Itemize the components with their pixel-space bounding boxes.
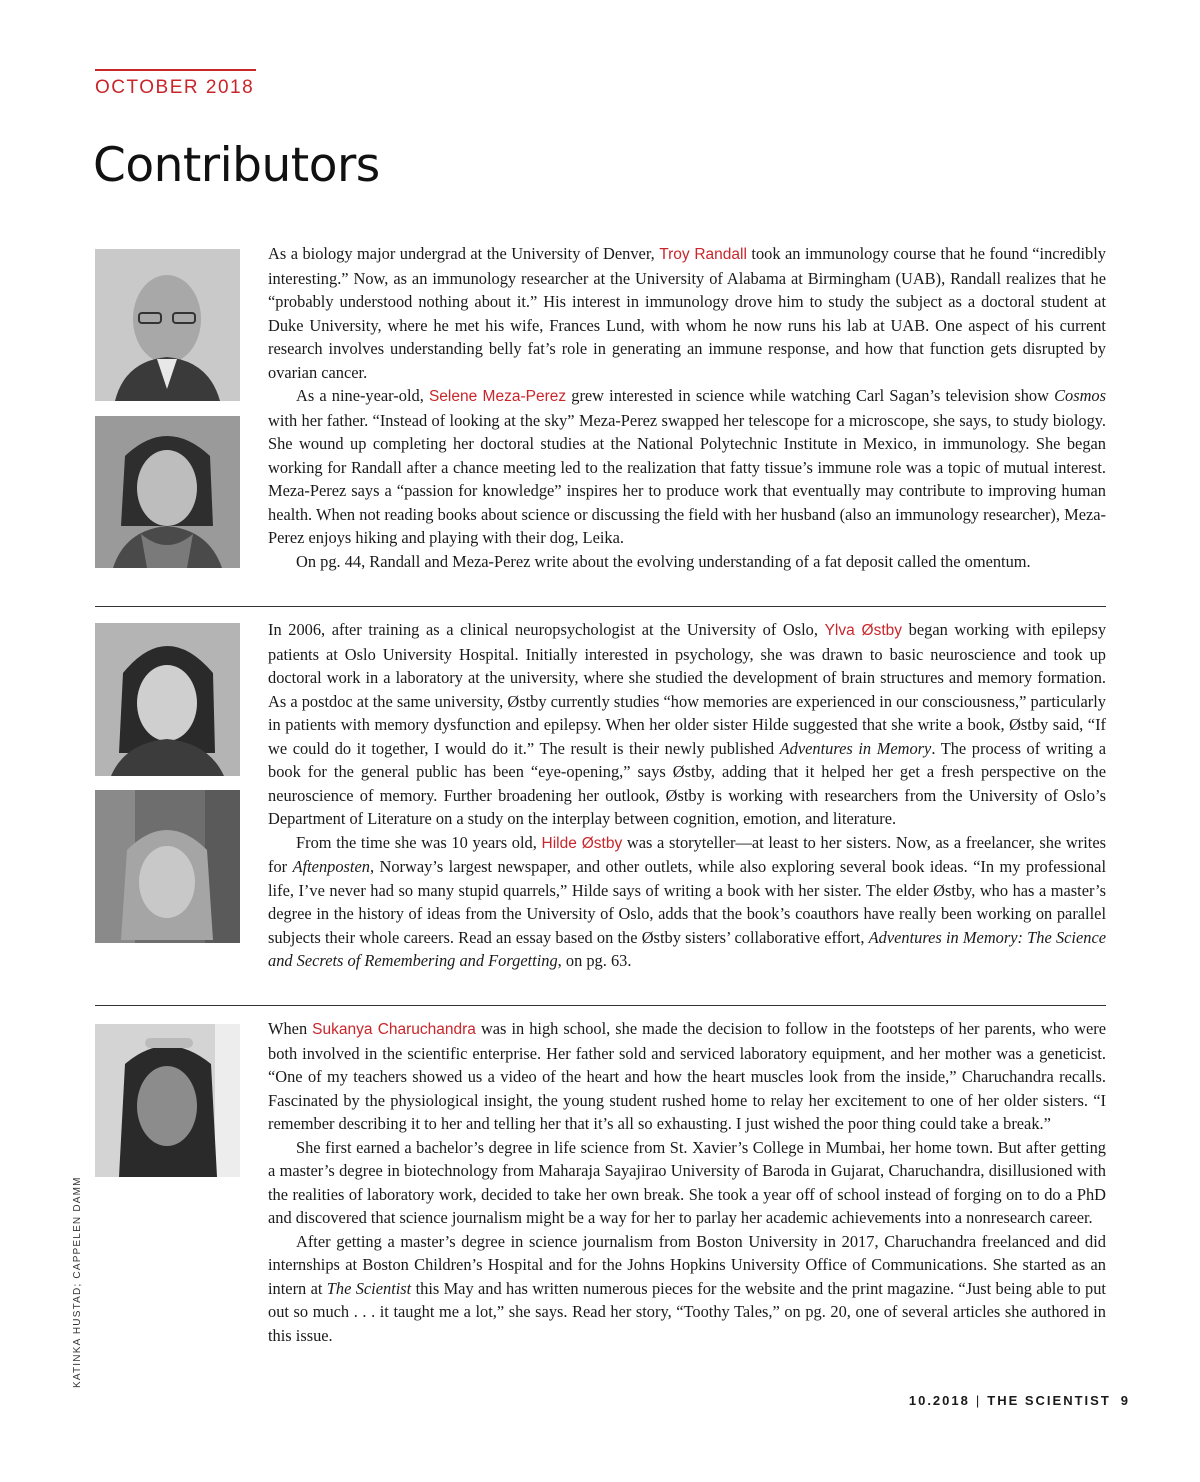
article-reference: On pg. 44, Randall and Meza-Perez write about the evolving understanding of a fat deposit called the omentum.	[296, 551, 1031, 571]
photo-hilde-ostby	[95, 790, 240, 943]
magazine-title: The Scientist	[326, 1278, 412, 1298]
bio-text: After getting a master’s degree in science journalism from Boston University in 2017, Charuchandra freelanced and did internships at Boston Children’s Hospital and for the Johns Hopkins University Office of Communications. She started as an intern at	[268, 1231, 1106, 1298]
header-rule	[95, 69, 256, 71]
photo-sukanya-charuchandra	[95, 1024, 240, 1177]
bio-paragraph: She first earned a bachelor’s degree in life science from St. Xavier’s College in Mumbai, her home town. But after getting a master’s degree in biotechnology from Maharaja Sayajirao University of Baroda in Gujarat, Charuchandra, disillusioned with the realities of laboratory work, decided to take her own break. She took a year off of school instead of forging on to do a PhD and discovered that science journalism might be a way for her to parlay her academic achievements into a nonresearch career.	[268, 1137, 1106, 1227]
footer-publication: THE SCIENTIST	[987, 1393, 1111, 1408]
photo-selene-meza-perez	[95, 416, 240, 568]
book-title: Adventures in Memory	[779, 738, 932, 758]
bio-text: began working with epilepsy patients at Oslo University Hospital. Initially interested in psychology, she was drawn to basic neuroscience and took up doctoral work in a laboratory at the university, where she studied the development of brain structures and memory formation. As a postdoc at the same university, Østby currently studies “how memories are experienced in our consciousness,” particularly in patients with memory dysfunction and epilepsy. When her older sister Hilde suggested that she write a book, Østby said, “If we could do it together, I would do it.” The result is their newly published	[268, 620, 1107, 758]
contributor-section-charuchandra	[268, 1017, 1106, 1347]
bio-text: From the time she was 10 years old,	[296, 832, 542, 852]
bio-text: , on pg. 63.	[557, 951, 632, 970]
section-divider	[95, 1005, 1106, 1006]
contributor-name-sukanya-charuchandra: Sukanya Charuchandra	[312, 1021, 476, 1038]
bio-ylva-ostby	[268, 618, 1106, 831]
footer-issue: 10.2018	[908, 1393, 970, 1408]
portrait-photo-icon	[95, 416, 240, 568]
bio-text: As a nine-year-old,	[296, 386, 429, 405]
newspaper-title: Aftenposten	[292, 857, 370, 876]
portrait-photo-icon	[95, 1024, 240, 1177]
contributor-name-selene-meza-perez: Selene Meza-Perez	[428, 388, 567, 405]
bio-text: this May and has written numerous pieces for the website and the print magazine. “Just being able to put out so much . . . it taught me a lot,” she says. Read her story, “Toothy Tales,” on pg. 20, one of several articles she authored in this issue.	[268, 1278, 1106, 1345]
bio-text: grew interested in science while watching Carl Sagan’s television show	[566, 386, 1055, 405]
issue-date: OCTOBER 2018	[95, 77, 255, 98]
section-divider	[95, 606, 1106, 607]
bio-text: , Norway’s largest newspaper, and other outlets, while also exploring several book ideas. “In my professional life, I’ve never had so many stupid quarrels,” Hilde says of writing a book with her sister. The elder Østby, who has a master’s degree in the history of ideas from the University of Oslo, adds that the book’s coauthors have really been working on parallel subjects their whole careers. Read an essay based on the Østby sisters’ collaborative effort,	[268, 857, 1106, 947]
bio-troy-randall	[268, 242, 1106, 384]
page-footer	[909, 1393, 1130, 1408]
page-title: Contributors	[93, 138, 380, 193]
bio-text: When	[268, 1019, 313, 1038]
bio-hilde-ostby	[268, 831, 1106, 973]
bio-text: was a storyteller—at least to her sisters. Now, as a freelancer, she writes for	[268, 832, 1106, 876]
bio-text: took an immunology course that he found “incredibly interesting.” Now, as an immunology researcher at the University of Alabama at Birmingham (UAB), Randall realizes that he “probably understood nothing about it.” His interest in immunology drove him to study the subject as a doctoral student at Duke University, where he met his wife, Frances Lund, with whom he now runs his lab at UAB. One aspect of his current research involves understanding belly fat’s role in generating an immune response, and how that function gets disrupted by ovarian cancer.	[268, 244, 1106, 382]
portrait-photo-icon	[95, 790, 240, 943]
contributor-name-hilde-ostby: Hilde Østby	[541, 834, 623, 852]
photo-ylva-ostby	[95, 623, 240, 776]
contributor-name-troy-randall: Troy Randall	[659, 246, 747, 263]
photo-troy-randall	[95, 249, 240, 401]
book-title: Adventures in Memory: The Science and Secrets of Remembering and Forgetting	[268, 927, 1106, 970]
bio-text: was in high school, she made the decision to follow in the footsteps of her parents, who were both involved in the scientific enterprise. Her father sold and serviced laboratory equipment, and her mother was a geneticist. “One of my teachers showed us a video of the heart and how the heart muscles look from the inside,” Charuchandra recalls. Fascinated by the physiological insight, the young student rushed home to relay her excitement to one of her older sisters. “I remember describing it to her and telling her that it’s all so exhausting. I just wished the poor thing could take a break.”	[268, 1019, 1107, 1133]
bio-paragraph	[268, 1230, 1106, 1348]
show-title: Cosmos	[1054, 386, 1107, 405]
bio-text: with her father. “Instead of looking at the sky” Meza-Perez swapped her telescope for a microscope, she says, to study biology. She wound up completing her doctoral studies at the National Polytechnic Institute in Mexico, in immunology. She began working for Randall after a chance meeting led to the realization that fatty tissue’s immune role was a topic of mutual interest. Meza-Perez says a “passion for knowledge” inspires her to produce work that eventually may contribute to improving human health. When not reading books about science or discussing the field with her husband (also an immunology researcher), Meza-Perez enjoys hiking and playing with their dog, Leika.	[268, 410, 1106, 547]
contributor-section-ostby	[268, 618, 1106, 973]
bio-text: In 2006, after training as a clinical neuropsychologist at the University of Oslo,	[268, 620, 825, 639]
bio-selene-meza-perez	[268, 384, 1106, 550]
page-number: 9	[1120, 1393, 1130, 1408]
photo-credit: KATINKA HUSTAD; CAPPELEN DAMM	[72, 1176, 83, 1388]
bio-sukanya-charuchandra	[268, 1017, 1106, 1136]
bio-text: . The process of writing a book for the general public has been “eye-opening,” says Østby, adding that it helped her get a fresh perspective on the neuroscience of memory. Further broadening her outlook, Østby is working with researchers from the University of Oslo’s Department of Literature on a study on the interplay between cognition, emotion, and literature.	[268, 738, 1106, 828]
portrait-photo-icon	[95, 623, 240, 776]
bio-text: As a biology major undergrad at the University of Denver,	[268, 244, 660, 263]
portrait-photo-icon	[95, 249, 240, 401]
contributor-name-ylva-ostby: Ylva Østby	[824, 622, 903, 639]
contributor-section-randall-meza-perez	[268, 242, 1106, 573]
footer-separator: |	[975, 1393, 982, 1408]
